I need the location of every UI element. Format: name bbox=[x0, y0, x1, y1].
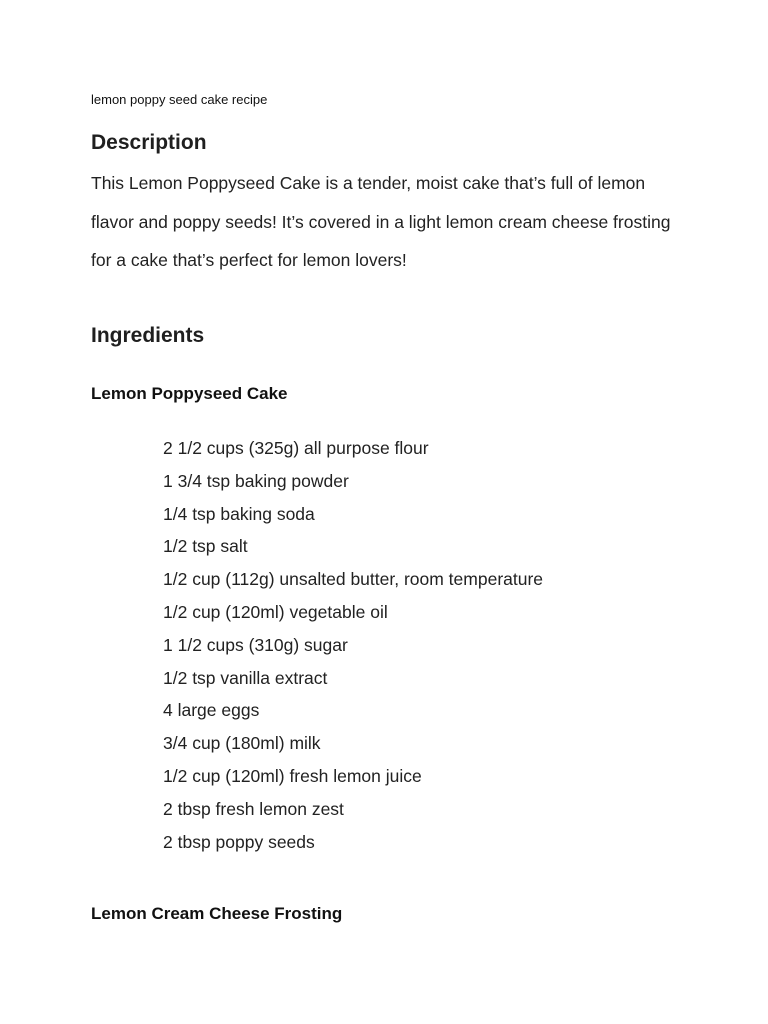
ingredient-item: 1 1/2 cups (310g) sugar bbox=[163, 634, 348, 655]
ingredient-item: 2 tbsp poppy seeds bbox=[163, 831, 315, 852]
description-paragraph: This Lemon Poppyseed Cake is a tender, moist cake that’s full of lemon flavor and poppy seeds! It’s covered in a light lemon cream cheese frosting for a cake that’s perfect for lemon lovers! bbox=[91, 173, 671, 270]
ingredient-item: 1/2 tsp salt bbox=[163, 536, 248, 557]
cake-section-heading: Lemon Poppyseed Cake bbox=[91, 384, 288, 403]
ingredient-item: 1/2 cup (112g) unsalted butter, room temperature bbox=[163, 569, 544, 590]
ingredient-item: 1/2 cup (120ml) fresh lemon juice bbox=[163, 765, 422, 786]
ingredient-item: 2 tbsp fresh lemon zest bbox=[163, 798, 344, 819]
ingredient-item: 4 large eggs bbox=[163, 700, 260, 721]
description-heading: Description bbox=[91, 131, 207, 154]
frosting-section-heading: Lemon Cream Cheese Frosting bbox=[91, 904, 343, 923]
ingredient-item: 1/2 cup (120ml) vegetable oil bbox=[163, 601, 388, 622]
ingredient-item: 1/4 tsp baking soda bbox=[163, 503, 315, 524]
ingredient-item: 1/2 tsp vanilla extract bbox=[163, 667, 328, 688]
ingredient-item: 3/4 cup (180ml) milk bbox=[163, 733, 321, 754]
document-title: lemon poppy seed cake recipe bbox=[91, 92, 268, 107]
ingredient-item: 1 3/4 tsp baking powder bbox=[163, 470, 349, 491]
cake-ingredient-list bbox=[163, 432, 543, 858]
ingredient-item: 2 1/2 cups (325g) all purpose flour bbox=[163, 438, 429, 458]
ingredients-heading: Ingredients bbox=[91, 324, 205, 347]
